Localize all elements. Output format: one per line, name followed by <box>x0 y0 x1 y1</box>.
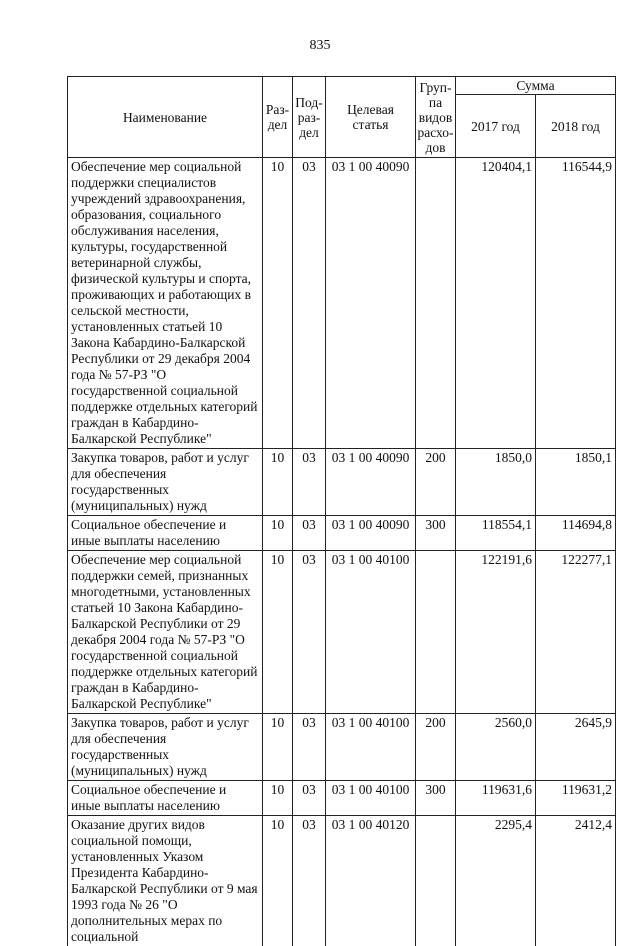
row-group: 300 <box>416 516 456 551</box>
row-name: Социальное обеспечение и иные выплаты населению <box>68 516 263 551</box>
row-name: Закупка товаров, работ и услуг для обеспечения государственных (муниципальных) нужд <box>68 714 263 781</box>
row-razdel: 10 <box>263 816 293 946</box>
row-razdel: 10 <box>263 714 293 781</box>
header-year-2018: 2018 год <box>536 95 616 158</box>
row-target: 03 1 00 40100 <box>326 551 416 714</box>
table-body <box>68 158 616 946</box>
row-group: 200 <box>416 449 456 516</box>
row-target: 03 1 00 40100 <box>326 714 416 781</box>
row-podrazdel: 03 <box>293 449 326 516</box>
header-name: Наименование <box>68 77 263 158</box>
row-sum-2018: 116544,9 <box>536 158 616 449</box>
table-row <box>68 516 616 551</box>
row-target: 03 1 00 40090 <box>326 516 416 551</box>
row-name: Закупка товаров, работ и услуг для обеспечения государственных (муниципальных) нужд <box>68 449 263 516</box>
row-sum-2018: 2645,9 <box>536 714 616 781</box>
row-sum-2017: 119631,6 <box>456 781 536 816</box>
row-sum-2017: 120404,1 <box>456 158 536 449</box>
row-razdel: 10 <box>263 158 293 449</box>
row-sum-2018: 122277,1 <box>536 551 616 714</box>
row-razdel: 10 <box>263 551 293 714</box>
row-podrazdel: 03 <box>293 158 326 449</box>
row-razdel: 10 <box>263 449 293 516</box>
row-name: Оказание других видов социальной помощи, установленных Указом Президента Кабардино-Балкарской Республики от 9 мая 1993 года № 26 "О дополнительных мерах по социальной <box>68 816 263 946</box>
row-sum-2017: 118554,1 <box>456 516 536 551</box>
row-podrazdel: 03 <box>293 714 326 781</box>
row-name: Социальное обеспечение и иные выплаты населению <box>68 781 263 816</box>
row-target: 03 1 00 40090 <box>326 158 416 449</box>
row-group: 300 <box>416 781 456 816</box>
header-target: Целевая статья <box>326 77 416 158</box>
row-razdel: 10 <box>263 516 293 551</box>
row-target: 03 1 00 40090 <box>326 449 416 516</box>
table-row <box>68 714 616 781</box>
budget-table <box>67 76 616 946</box>
row-podrazdel: 03 <box>293 551 326 714</box>
header-year-2017: 2017 год <box>456 95 536 158</box>
row-group <box>416 551 456 714</box>
table-row <box>68 781 616 816</box>
table-row <box>68 449 616 516</box>
row-group: 200 <box>416 714 456 781</box>
row-group <box>416 158 456 449</box>
row-sum-2017: 2560,0 <box>456 714 536 781</box>
row-sum-2017: 1850,0 <box>456 449 536 516</box>
row-name: Обеспечение мер социальной поддержки семей, признанных многодетными, установленных статьей 10 Закона Кабардино-Балкарской Республики от 29 декабря 2004 года № 57-РЗ "О государственной социальной поддержке отдельных категорий граждан в Кабардино-Балкарской Республике" <box>68 551 263 714</box>
table-header <box>68 77 616 158</box>
header-sum: Сумма <box>456 77 616 95</box>
row-sum-2017: 2295,4 <box>456 816 536 946</box>
header-razdel: Раз- дел <box>263 77 293 158</box>
row-sum-2018: 1850,1 <box>536 449 616 516</box>
row-podrazdel: 03 <box>293 816 326 946</box>
header-podrazdel: Под- раз- дел <box>293 77 326 158</box>
table-row <box>68 816 616 946</box>
row-sum-2017: 122191,6 <box>456 551 536 714</box>
row-name: Обеспечение мер социальной поддержки специалистов учреждений здравоохранения, образования, социального обслуживания населения, культуры, государственной ветеринарной службы, физической культуры и спорта, проживающих и работающих в сельской местности, установленных статьей 10 Закона Кабардино-Балкарской Республики от 29 декабря 2004 года № 57-РЗ "О государственной социальной поддержке отдельных категорий граждан в Кабардино-Балкарской Республике" <box>68 158 263 449</box>
table-row <box>68 551 616 714</box>
row-target: 03 1 00 40100 <box>326 781 416 816</box>
row-podrazdel: 03 <box>293 781 326 816</box>
table-row <box>68 158 616 449</box>
row-razdel: 10 <box>263 781 293 816</box>
row-sum-2018: 2412,4 <box>536 816 616 946</box>
page-number: 835 <box>0 38 640 54</box>
row-target: 03 1 00 40120 <box>326 816 416 946</box>
row-sum-2018: 119631,2 <box>536 781 616 816</box>
row-sum-2018: 114694,8 <box>536 516 616 551</box>
row-podrazdel: 03 <box>293 516 326 551</box>
header-group: Груп- па видов расхо- дов <box>416 77 456 158</box>
row-group <box>416 816 456 946</box>
